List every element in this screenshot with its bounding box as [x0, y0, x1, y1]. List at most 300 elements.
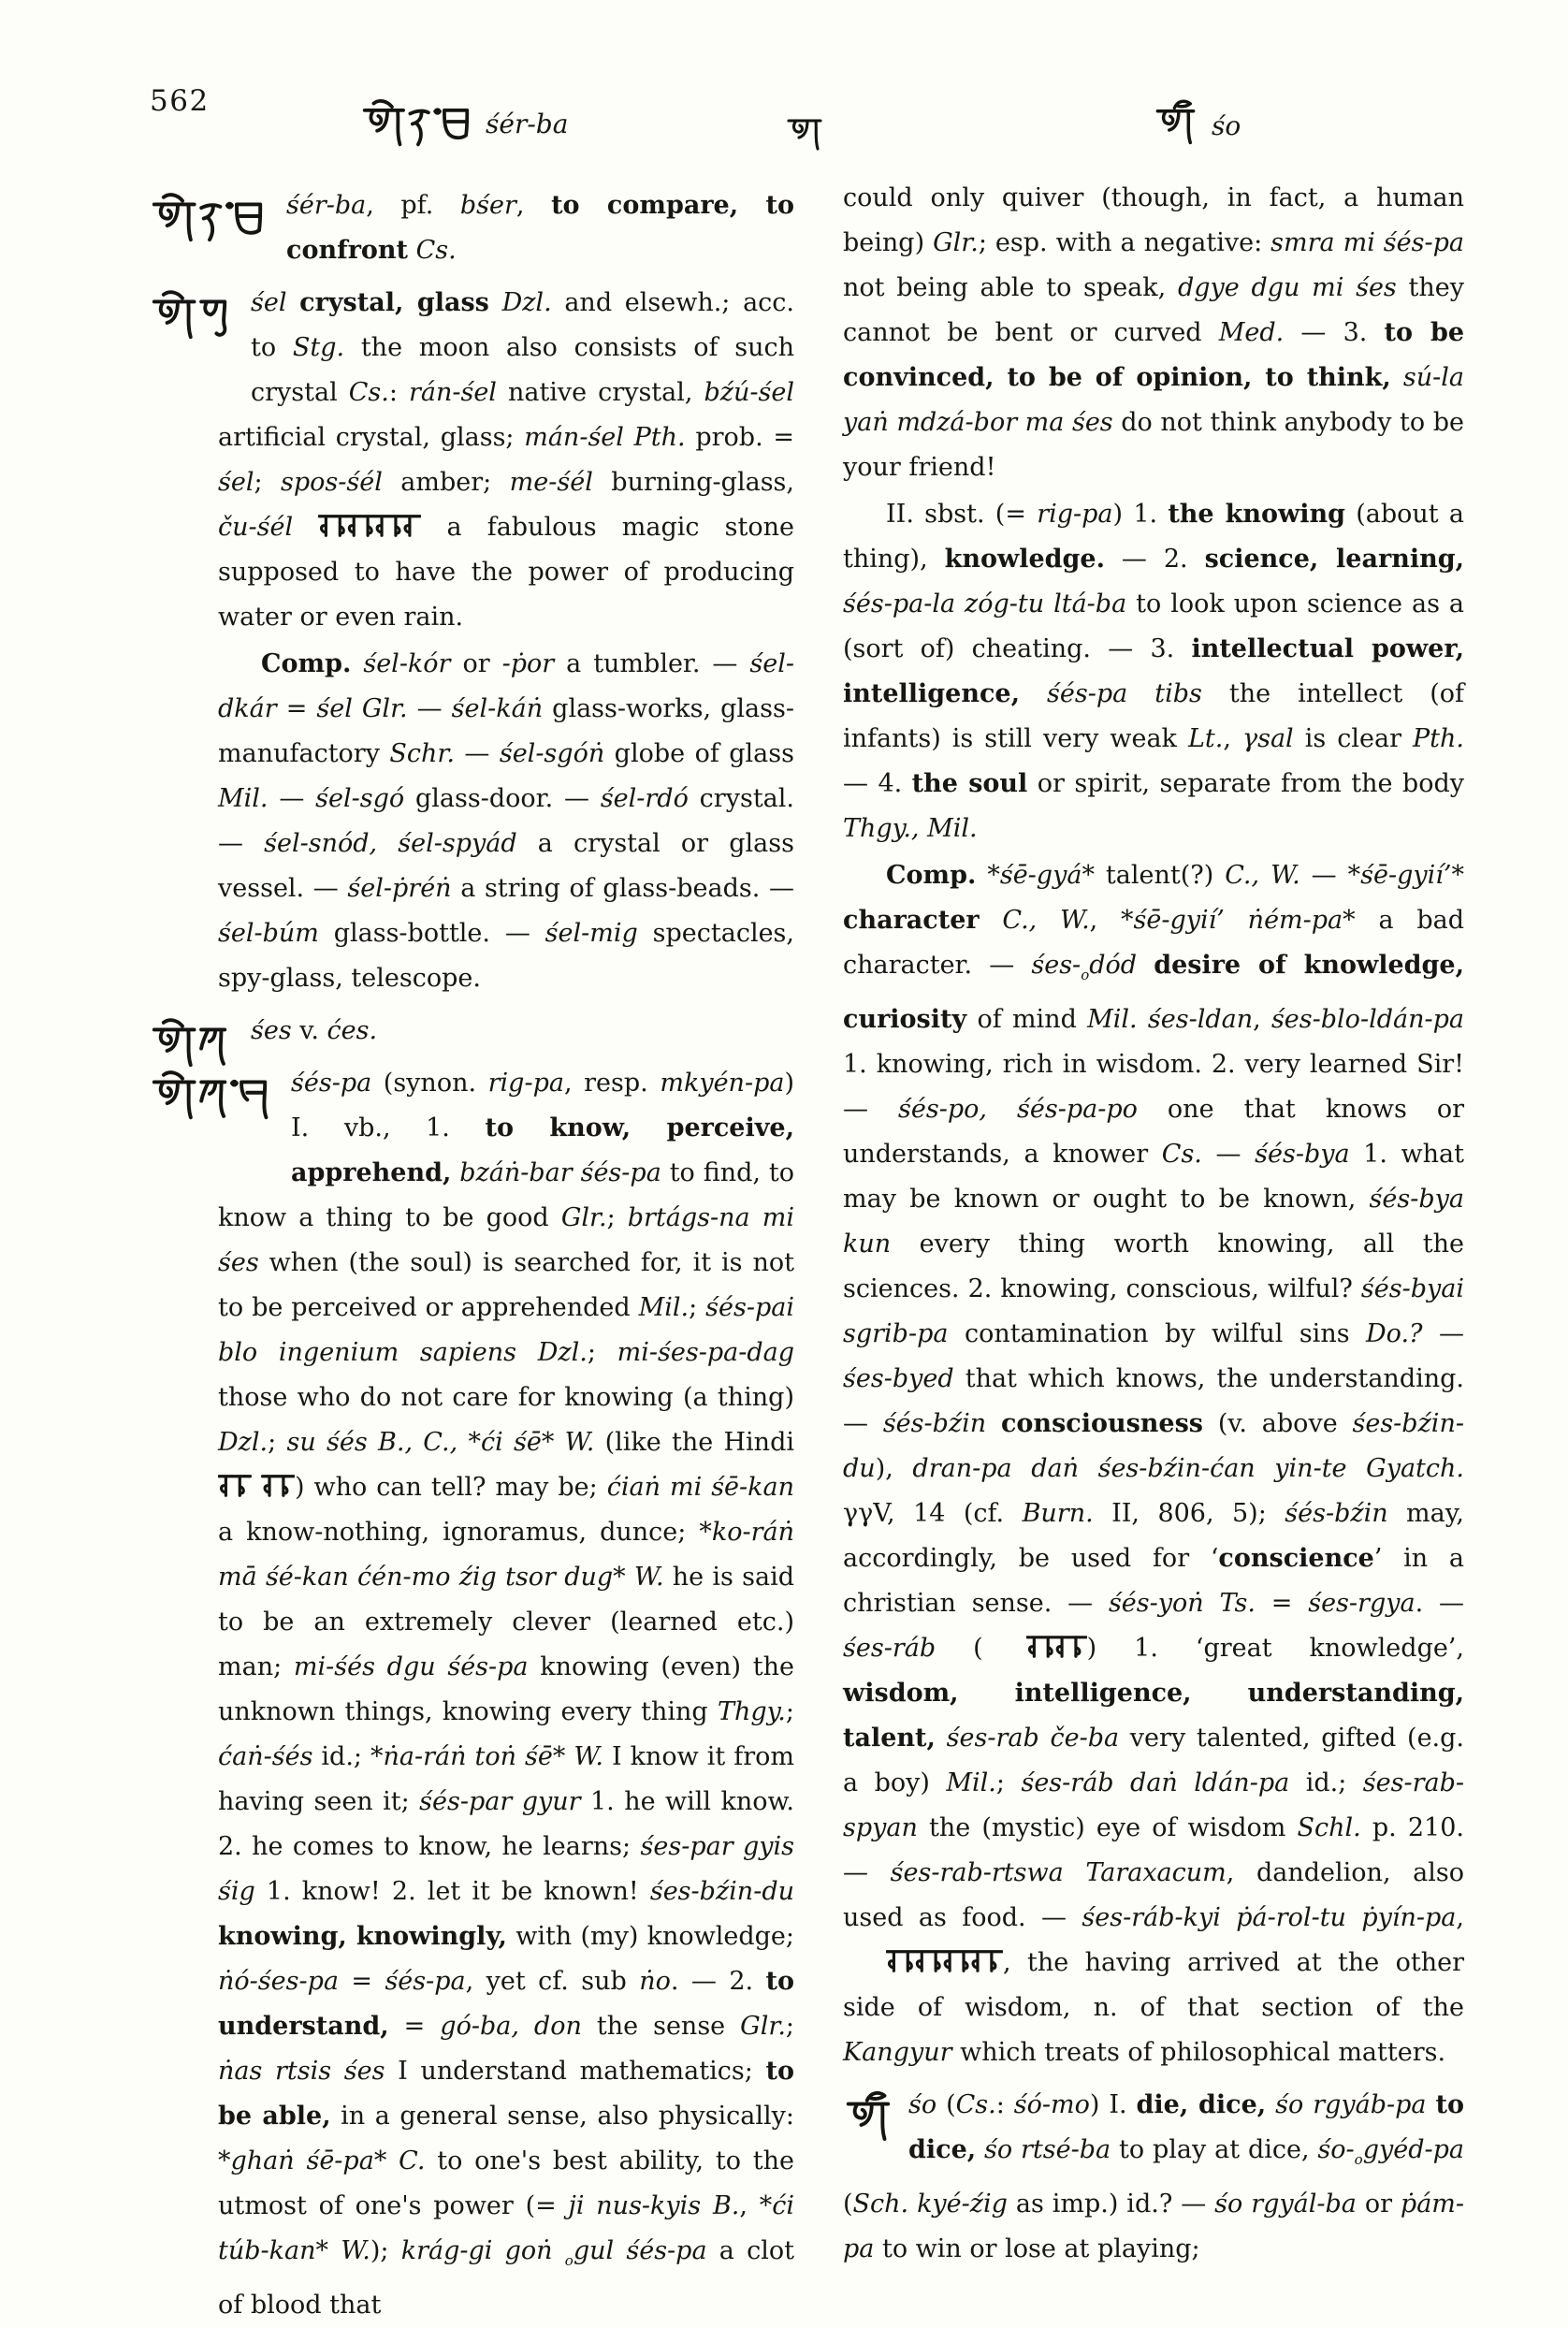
text-run: ko-ráṅ mā śé-kan ćén-mo źig tsor dug: [218, 1518, 794, 1592]
text-run: Mil.: [1087, 1005, 1138, 1034]
text-run: śés-bya: [1255, 1140, 1350, 1169]
text-run: śes: [251, 1016, 292, 1045]
text-run: gyéd-pa: [1362, 2135, 1464, 2164]
text-run: ) 1.: [1112, 500, 1169, 529]
text-run: *: [373, 2146, 399, 2175]
text-run: śel-káṅ: [451, 694, 544, 723]
text-run: Cs.: [415, 236, 457, 265]
devanagari-text: [318, 513, 421, 539]
text-run: brtágs-na mi śes: [218, 1203, 794, 1277]
text-run: , the having arrived at the other side of wisdom, n. of that section of the: [843, 1948, 1464, 2022]
text-run: to dice,: [908, 2090, 1464, 2164]
text-run: p. 210. —: [843, 1813, 1464, 1887]
text-run: śes-ldan: [1147, 1005, 1254, 1034]
text-run: a string of glass-beads. —: [451, 874, 794, 903]
text-run: śes-bźin-du: [843, 1409, 1464, 1483]
text-run: [624, 423, 634, 452]
text-run: knowing (even) the unknown things, knowing every thing: [218, 1652, 794, 1726]
text-run: or: [450, 649, 502, 678]
text-run: Glr.: [740, 2012, 786, 2041]
text-run: ji nus-kyis: [568, 2191, 702, 2220]
text-run: śel-ṗréṅ: [347, 874, 452, 903]
text-run: gul śés-pa: [573, 2236, 707, 2265]
text-run: (like the Hindi: [594, 1428, 794, 1457]
text-run: śel-mig: [544, 919, 638, 948]
text-run: [451, 1158, 459, 1187]
text-run: ’ in a christian sense. —: [843, 1544, 1464, 1618]
text-run: in a general sense, also physically: *: [218, 2102, 794, 2175]
text-run: (v. above: [1203, 1409, 1353, 1438]
text-run: that which knows, the understanding. —: [843, 1364, 1464, 1438]
text-run: the (mystic) eye of wisdom: [917, 1813, 1298, 1842]
text-run: a crystal or glass vessel. —: [218, 829, 794, 903]
text-run: śés-par gyur: [419, 1787, 581, 1816]
text-run: Cs.: [1161, 1140, 1202, 1169]
text-run: [368, 1428, 378, 1457]
text-run: to win or lose at playing;: [874, 2234, 1200, 2263]
tibetan-glyph: [151, 1067, 269, 1121]
text-run: ći túb-kan: [218, 2191, 795, 2265]
text-run: (: [843, 2190, 853, 2219]
text-run: Mil.: [218, 784, 269, 813]
text-run: [293, 513, 318, 542]
text-run: Glr.: [560, 1203, 607, 1232]
text-run: [1391, 363, 1403, 392]
text-run: śes-rab če-ba: [946, 1724, 1120, 1753]
text-run: Dzl.: [537, 1338, 588, 1367]
text-run: every thing worth knowing, all the sciences. 2. knowing, conscious, wilful?: [843, 1229, 1464, 1303]
text-run: . — 2.: [670, 1967, 766, 1996]
text-run: , yet cf. sub: [465, 1967, 640, 1996]
tibetan-header-word: [361, 95, 471, 152]
text-run: smra mi śés-pa: [1270, 228, 1465, 257]
dictionary-entry: [218, 1009, 794, 1054]
tibetan-header-word: [1154, 97, 1197, 150]
text-run: I know it from having seen it;: [218, 1742, 794, 1816]
text-run: knowing, knowingly,: [218, 1922, 507, 1951]
text-run: B., C.,: [378, 1428, 458, 1457]
header-translit-left: śér-ba: [486, 109, 569, 139]
text-run: Med.: [1218, 318, 1285, 347]
text-run: ṅó-śes-pa: [218, 1967, 339, 1996]
text-run: śel-snód, śel-spyád: [264, 829, 517, 858]
text-run: śés-pai blo ingenium sapiens: [218, 1293, 794, 1367]
text-run: śo rgyál-ba: [1214, 2190, 1357, 2219]
text-run: W.: [341, 2236, 370, 2265]
text-run: — 2.: [1104, 545, 1205, 574]
text-run: v.: [291, 1016, 327, 1045]
text-run: I understand mathematics;: [385, 2057, 766, 2086]
running-head-left: [361, 95, 568, 152]
text-run: *: [552, 1742, 574, 1771]
text-run: [936, 1724, 947, 1753]
text-run: of mind: [966, 1005, 1088, 1034]
text-run: śē-gyií’: [1360, 861, 1452, 890]
text-run: [1020, 679, 1047, 708]
text-run: Mil.: [946, 1768, 996, 1797]
text-run: Comp.: [261, 649, 352, 678]
tibetan-headword: [845, 2083, 908, 2178]
text-run: Burn.: [1022, 1499, 1094, 1528]
text-run: crystal, glass: [299, 288, 489, 317]
dictionary-entry: [218, 281, 794, 640]
devanagari-glyph: [318, 513, 421, 539]
text-run: ;: [785, 2012, 795, 2041]
text-run: — 3.: [1284, 318, 1385, 347]
text-run: as imp.) id.? —: [1007, 2190, 1215, 2219]
text-run: mán-śel: [524, 423, 624, 452]
text-run: crystal. —: [218, 784, 794, 858]
text-run: ćes.: [327, 1016, 378, 1045]
text-run: the knowing: [1168, 500, 1346, 529]
text-run: :: [995, 2090, 1014, 2119]
text-run: mi-śes-pa-dag: [617, 1338, 794, 1367]
text-run: mi-śés dgu śés-pa: [293, 1652, 529, 1681]
text-run: ,: [1253, 1005, 1271, 1034]
text-run: conscience: [1218, 1544, 1374, 1573]
text-run: may, accordingly, be used for ‘: [843, 1499, 1464, 1573]
text-run: — *: [1299, 861, 1361, 890]
text-run: Ts.: [1219, 1589, 1256, 1618]
text-run: ) 1. ‘great knowledge’,: [1086, 1634, 1464, 1663]
text-run: dód: [1089, 951, 1138, 980]
text-run: [286, 288, 299, 317]
text-run: śel-sgó: [315, 784, 405, 813]
text-run: śés-pa tibs: [1047, 679, 1202, 708]
text-run: could only quiver (though, in fact, a human being): [843, 183, 1464, 257]
text-run: with (my) knowledge;: [506, 1922, 794, 1951]
text-run: ),: [875, 1454, 913, 1483]
text-run: Dzl.: [218, 1428, 269, 1457]
devanagari-text: [843, 1948, 1003, 1974]
text-run: id.;: [1289, 1768, 1363, 1797]
text-run: śel-kór: [363, 649, 451, 678]
text-run: Cs.: [955, 2090, 996, 2119]
text-run: the soul: [911, 769, 1028, 798]
text-run: to understand,: [218, 1967, 794, 2041]
text-run: glass-bottle. —: [318, 919, 545, 948]
text-run: śel-rdó: [600, 784, 689, 813]
text-run: prob. =: [685, 423, 794, 452]
text-run: śes-blo-ldán-pa: [1270, 1005, 1464, 1034]
text-run: , pf.: [366, 191, 460, 220]
text-run: * talent(?): [1082, 861, 1226, 890]
text-run: science, learning,: [1204, 545, 1464, 574]
text-run: , resp.: [563, 1069, 661, 1098]
text-run: ;: [785, 1697, 794, 1726]
text-run: (: [936, 1634, 983, 1663]
text-run: the moon also consists of such crystal: [251, 333, 794, 407]
text-run: W.: [564, 1428, 595, 1457]
text-run: [1137, 951, 1154, 980]
text-run: . —: [1415, 1589, 1464, 1618]
text-run: a know-nothing, ignoramus, dunce; *: [218, 1518, 712, 1547]
text-run: II, 806, 5);: [1093, 1499, 1285, 1528]
text-run: śés-pa: [291, 1069, 372, 1098]
text-run: śes-ráb: [843, 1634, 936, 1663]
devanagari-glyph: [1026, 1634, 1087, 1660]
text-run: or: [1356, 2190, 1401, 2219]
devanagari-text: [218, 1473, 295, 1499]
text-run: (: [936, 2090, 956, 2119]
text-run: ćiaṅ mi śē-kan: [606, 1473, 795, 1502]
text-run: bzáṅ-bar śés-pa: [459, 1158, 661, 1187]
text-run: [701, 2191, 713, 2220]
text-run: o: [564, 2252, 573, 2269]
text-run: to know, perceive, apprehend,: [291, 1113, 794, 1187]
text-run: -ṗor: [501, 649, 555, 678]
tibetan-headword: [151, 281, 251, 376]
text-run: ,: [1223, 724, 1242, 753]
text-run: ṅa-ráṅ toṅ śē: [383, 1742, 553, 1771]
text-run: ;: [268, 1428, 287, 1457]
text-run: , *: [739, 2191, 773, 2220]
text-run: [1266, 2090, 1275, 2119]
text-run: —: [454, 739, 500, 768]
text-run: mkyén-pa: [660, 1069, 785, 1098]
text-run: wisdom, intelligence, understanding, talent,: [843, 1679, 1464, 1753]
header-translit-right: śo: [1212, 110, 1241, 141]
text-run: is clear: [1293, 724, 1414, 753]
devanagari-glyph: [218, 1473, 295, 1499]
text-run: [351, 649, 363, 678]
text-run: krág-gi goṅ: [400, 2236, 565, 2265]
text-run: śes-ráb daṅ ldán-pa: [1021, 1768, 1290, 1797]
text-run: Stg.: [292, 333, 345, 362]
text-run: knowledge.: [944, 545, 1105, 574]
text-run: śes-byed: [843, 1364, 954, 1393]
left-column: [218, 176, 794, 2328]
text-run: glass-door. —: [404, 784, 601, 813]
text-run: desire of knowledge, curiosity: [843, 951, 1464, 1034]
text-run: C., W.: [1225, 861, 1300, 890]
text-run: śés-pa: [385, 1967, 466, 1996]
text-run: *: [1451, 861, 1464, 890]
devanagari-text: [983, 1634, 1087, 1660]
paragraph: [843, 853, 1464, 2075]
text-run: [976, 2135, 984, 2164]
text-run: —: [268, 784, 316, 813]
text-run: Schr.: [389, 739, 455, 768]
text-run: Thgy., Mil.: [843, 814, 978, 843]
text-run: ; esp. with a negative:: [978, 228, 1271, 257]
text-run: spos-śél: [281, 468, 383, 497]
text-run: a clot of blood that: [218, 2236, 794, 2320]
text-run: and elsewh.; acc. to: [251, 288, 794, 362]
text-run: 1. he will know. 2. he comes to know, he learns;: [218, 1787, 794, 1861]
tibetan-glyph: [151, 286, 228, 341]
text-run: śes-rgya: [1308, 1589, 1416, 1618]
text-run: B.: [712, 2191, 740, 2220]
text-run: the intellect (of infants) is still very weak: [843, 679, 1464, 753]
text-run: [408, 236, 416, 265]
dictionary-entry: [218, 1061, 794, 2328]
right-column: [843, 176, 1464, 2272]
text-run: dran-pa daṅ śes-bźin-ćan yin-te Gyatch.: [912, 1454, 1464, 1483]
text-run: ) who can tell? may be;: [295, 1473, 607, 1502]
text-run: Mil.: [638, 1293, 690, 1322]
text-run: burning-glass,: [592, 468, 794, 497]
text-run: śes-ráb-kyi ṗá-rol-tu ṗyín-pa: [1082, 1903, 1457, 1932]
text-run: he is said to be an extremely clever (learned etc.) man;: [218, 1563, 794, 1681]
text-run: [986, 1409, 1001, 1438]
tibetan-headword: [151, 1009, 251, 1055]
text-run: ;: [587, 1338, 617, 1367]
text-run: [980, 906, 1003, 935]
text-run: W.: [633, 1563, 664, 1592]
text-run: character: [843, 906, 980, 935]
text-run: =: [1255, 1589, 1309, 1618]
tibetan-headword: [151, 1061, 291, 1157]
text-run: to look upon science as a (sort of) cheating. — 3.: [843, 589, 1464, 663]
text-run: :: [388, 378, 409, 407]
text-run: Thgy.: [717, 1697, 786, 1726]
text-run: ṗám-pa: [843, 2190, 1465, 2263]
text-run: , dandelion, also used as food. —: [843, 1858, 1464, 1932]
text-run: —: [407, 694, 452, 723]
text-run: dgye dgu mi śes: [1177, 273, 1397, 302]
text-run: ;: [995, 1768, 1022, 1797]
text-run: they cannot be bent or curved: [843, 273, 1464, 347]
text-run: su śés: [286, 1428, 368, 1457]
text-run: ṅo: [639, 1967, 671, 1996]
text-run: ču-śél: [218, 513, 294, 542]
tibetan-headword: [151, 183, 286, 279]
text-run: śér-ba: [286, 191, 367, 220]
text-run: *: [613, 1563, 634, 1592]
page-number: 562: [150, 84, 210, 118]
text-run: rig-pa: [487, 1069, 564, 1098]
text-run: id.; *: [312, 1742, 384, 1771]
text-run: a fabulous magic stone supposed to have the power of producing water or even rain.: [218, 513, 794, 632]
text-run: do not think anybody to be your friend!: [843, 408, 1464, 482]
text-run: ,: [1456, 1903, 1464, 1932]
text-run: — 4.: [843, 769, 912, 798]
text-run: to find, to know a thing to be good: [218, 1158, 794, 1232]
text-run: consciousness: [1000, 1409, 1204, 1438]
text-run: śés-byai sgrib-pa: [843, 1274, 1464, 1348]
text-run: ) I.: [1089, 2090, 1137, 2119]
text-run: C., W.: [1002, 906, 1090, 935]
text-run: when (the soul) is searched for, it is not to be perceived or apprehended: [218, 1248, 794, 1322]
text-run: spectacles, spy-glass, telescope.: [218, 919, 794, 993]
text-run: me-śél: [509, 468, 593, 497]
text-run: Cs.: [348, 378, 389, 407]
text-run: glass-works, glass-manufactory: [218, 694, 794, 768]
text-run: —: [1422, 1319, 1464, 1348]
text-run: śés-pa-la zóg-tu ltá-ba: [843, 589, 1127, 618]
text-run: śés-bźin: [1285, 1499, 1388, 1528]
text-run: to one's best ability, to the utmost of one's power (=: [218, 2146, 794, 2220]
text-run: ;: [689, 1293, 706, 1322]
text-run: ći śē: [480, 1428, 542, 1457]
dictionary-entry: [843, 2083, 1464, 2272]
text-run: o: [1081, 967, 1090, 983]
tibetan-glyph: [151, 189, 264, 243]
text-run: [1204, 1589, 1220, 1618]
text-run: śo: [908, 2090, 937, 2119]
paragraph: [218, 642, 794, 1001]
text-run: to be able,: [218, 2057, 794, 2131]
text-run: śel-dkár: [218, 649, 794, 723]
text-run: [489, 288, 502, 317]
text-run: die, dice,: [1136, 2090, 1267, 2119]
tibetan-glyph: [1154, 97, 1197, 146]
text-run: (synon.: [371, 1069, 488, 1098]
text-run: —: [1201, 1140, 1256, 1169]
text-run: to play at dice,: [1111, 2135, 1318, 2164]
paragraph: [843, 176, 1464, 490]
text-run: Pth.: [1413, 724, 1465, 753]
text-run: γγV, 14 (cf.: [843, 1499, 1023, 1528]
text-run: II. sbst. (=: [886, 500, 1038, 529]
text-run: śē-gyá: [999, 861, 1082, 890]
text-run: ghaṅ śē-pa: [230, 2146, 374, 2175]
text-run: bźú-śel: [704, 378, 794, 407]
text-run: rán-śel: [408, 378, 497, 407]
text-run: ;: [254, 468, 282, 497]
text-run: C.: [399, 2146, 426, 2175]
text-run: o: [1354, 2151, 1363, 2168]
text-run: śes-par gyis śig: [218, 1832, 795, 1906]
text-run: artificial crystal, glass;: [218, 423, 525, 452]
text-run: śel Glr.: [316, 694, 408, 723]
text-run: *: [541, 1428, 565, 1457]
text-run: 1. knowing, rich in wisdom. 2. very learned Sir! —: [843, 1050, 1464, 1124]
text-run: Comp.: [886, 861, 977, 890]
text-run: śés-yoṅ: [1108, 1589, 1204, 1618]
text-run: ) I. vb., 1.: [291, 1069, 794, 1142]
text-run: =: [338, 1967, 385, 1996]
paragraph: [843, 492, 1464, 851]
text-run: śē-gyií’ ṅém-pa: [1133, 906, 1343, 935]
text-run: 1. know! 2. let it be known!: [254, 1877, 650, 1906]
text-run: γsal: [1241, 724, 1294, 753]
tibetan-glyph: [786, 109, 823, 152]
text-run: );: [370, 2236, 401, 2265]
text-run: the sense: [581, 2012, 741, 2041]
text-run: very talented, gifted (e.g. a boy): [843, 1724, 1464, 1797]
text-run: ,: [515, 191, 552, 220]
text-run: [516, 1338, 538, 1367]
text-run: śel-sgóṅ: [499, 739, 605, 768]
text-run: Glr.: [933, 228, 979, 257]
text-run: Sch. kyé-źig: [852, 2190, 1008, 2219]
text-run: śo rtsé-ba: [984, 2135, 1111, 2164]
text-run: or spirit, separate from the body: [1027, 769, 1464, 798]
text-run: ;: [606, 1203, 628, 1232]
text-run: native crystal,: [496, 378, 704, 407]
text-run: śel: [218, 468, 254, 497]
text-run: 1. what may be known or ought to be known,: [843, 1140, 1465, 1214]
text-run: ćaṅ-śés: [218, 1742, 313, 1771]
tibetan-glyph: [361, 95, 471, 148]
text-run: =: [276, 694, 317, 723]
text-run: Kangyur: [843, 2038, 952, 2067]
text-run: not being able to speak,: [843, 273, 1178, 302]
text-run: ṅas rtsis śes: [218, 2057, 385, 2086]
text-run: (about a thing),: [843, 500, 1464, 574]
devanagari-glyph: [886, 1948, 1003, 1974]
tibetan-glyph: [845, 2088, 892, 2143]
text-run: śés-bya kun: [843, 1185, 1464, 1259]
text-run: [1138, 1005, 1148, 1034]
text-run: intellectual power, intelligence,: [843, 634, 1464, 708]
text-run: śel-búm: [218, 919, 319, 948]
text-run: gó-ba, don: [440, 2012, 582, 2041]
text-run: Dzl.: [501, 288, 552, 317]
text-run: contamination by wilful sins: [948, 1319, 1367, 1348]
